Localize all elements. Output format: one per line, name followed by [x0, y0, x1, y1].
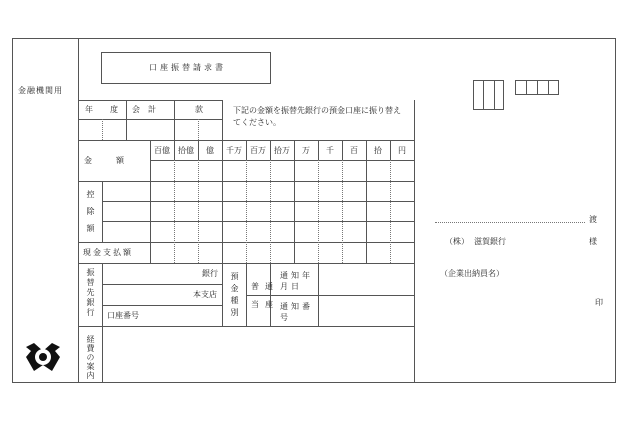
deduction-line-2 [102, 221, 414, 222]
stamp-divider [537, 80, 538, 95]
stamp-divider [548, 80, 549, 95]
stamp-divider [494, 80, 495, 110]
digit-column-divider [198, 160, 199, 263]
digit-column-divider [222, 160, 223, 263]
bank-name: 滋賀銀行 [474, 237, 506, 246]
header-account: 会 計 [132, 105, 156, 114]
deduction-inner-line [102, 181, 103, 242]
digit-header-7: 千 [326, 146, 334, 155]
stamp-divider [526, 80, 527, 95]
header-mid-line [78, 119, 222, 120]
deduction-label: 控除額 [86, 190, 95, 241]
header-divider [126, 100, 127, 140]
amount-label: 金 額 [84, 156, 124, 165]
digit-column-divider [390, 160, 391, 263]
header-item: 款 [195, 105, 203, 114]
label-column-line [150, 140, 151, 263]
deposit-type-label: 預金種別 [230, 272, 239, 320]
bank-line [102, 284, 222, 285]
digit-column-divider [318, 160, 319, 263]
digit-column-divider [342, 160, 343, 263]
side-label: 金融機関用 [18, 86, 63, 95]
digit-header-6: 万 [302, 146, 310, 155]
digit-column-divider [174, 160, 175, 263]
current-label: 当座 [251, 300, 279, 309]
notice-mid-line [246, 295, 414, 296]
form-title: 口座振替請求書 [149, 63, 226, 72]
branch-line [102, 305, 222, 306]
digit-column-divider [294, 160, 295, 263]
deduction-line-1 [102, 201, 414, 202]
notice-number-label: 通知番号 [280, 302, 313, 323]
digit-header-0: 百億 [154, 146, 170, 155]
instruction-text: 下記の金額を振替先銀行の預金口座に振り替えてください。 [233, 106, 401, 127]
bank-divider [222, 263, 223, 326]
digit-header-2: 億 [206, 146, 214, 155]
ordinary-label: 普通 [251, 282, 279, 291]
company-cashier-label: （企業出納員名） [440, 269, 504, 278]
digit-header-3: 千万 [226, 146, 242, 155]
header-top-line [78, 100, 222, 101]
digit-header-1: 拾億 [178, 146, 194, 155]
recipient-dotted-line [435, 222, 585, 223]
recipient-suffix: 渡 [589, 215, 597, 224]
account-number-label: 口座番号 [107, 311, 139, 320]
municipal-emblem-icon [24, 339, 62, 373]
header-dotted [102, 119, 103, 140]
right-section-divider [414, 100, 415, 383]
digit-header-4: 百万 [250, 146, 266, 155]
digit-column-divider [246, 160, 247, 263]
sama-suffix: 様 [589, 237, 597, 246]
header-year: 年 [85, 105, 93, 114]
stamp-box-vertical [473, 80, 504, 110]
digit-column-divider [270, 160, 271, 263]
seal-mark: 印 [595, 298, 603, 307]
digit-header-10: 円 [398, 146, 406, 155]
expense-guide-label: 経費の案内 [86, 335, 95, 380]
bank-divider [270, 263, 271, 326]
digit-header-9: 拾 [374, 146, 382, 155]
transfer-bank-label: 振替先銀行 [86, 268, 95, 318]
bank-section-bottom [78, 326, 414, 327]
digit-column-divider [366, 160, 367, 263]
net-payment-label: 現金支払額 [83, 248, 133, 257]
header-divider [222, 100, 223, 140]
digit-header-5: 拾万 [274, 146, 290, 155]
branch-suffix: 本支店 [193, 290, 217, 299]
notice-date-label: 通知年月日 [280, 271, 313, 292]
bank-suffix: 銀行 [202, 269, 218, 278]
header-divider [174, 100, 175, 140]
company-prefix: （株） [445, 237, 469, 246]
bank-divider [246, 263, 247, 326]
header-dotted [198, 119, 199, 140]
stamp-divider [483, 80, 484, 110]
side-column-divider [78, 38, 79, 383]
digit-header-8: 百 [350, 146, 358, 155]
digit-header-line [150, 160, 414, 161]
bank-label-line [102, 263, 103, 383]
header-degree: 度 [110, 105, 118, 114]
